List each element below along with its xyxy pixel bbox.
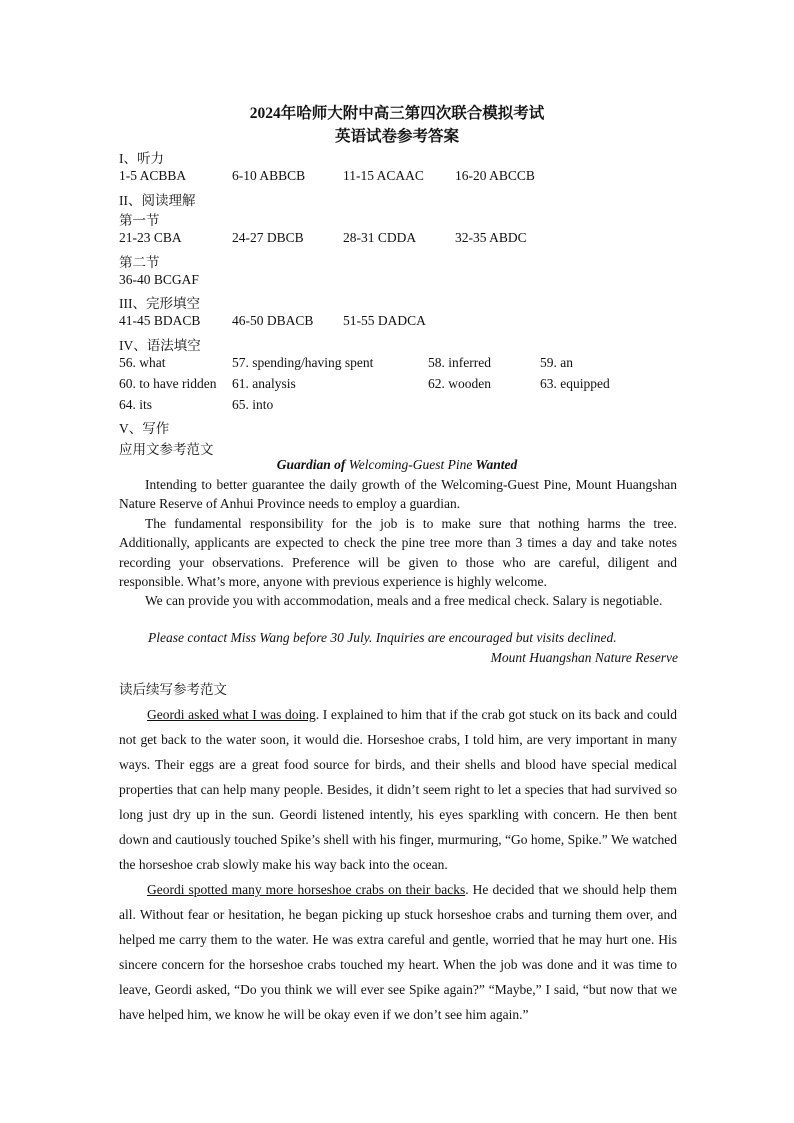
grammar-answer: 62. wooden — [428, 376, 491, 391]
answer-group: 21-23 CBA — [119, 230, 182, 245]
page-subtitle: 英语试卷参考答案 — [334, 128, 459, 145]
reading-heading: II、阅读理解 — [119, 193, 196, 208]
answer-group: 36-40 BCGAF — [119, 272, 199, 287]
reading-section2-heading: 第二节 — [119, 255, 160, 270]
grammar-answer: 64. its — [119, 397, 153, 412]
answer-group: 6-10 ABBCB — [232, 168, 306, 183]
page-title: 2024年哈师大附中高三第四次联合模拟考试 — [249, 105, 545, 122]
grammar-heading: IV、语法填空 — [119, 338, 201, 353]
answer-group: 32-35 ABDC — [455, 230, 527, 245]
grammar-answer: 56. what — [119, 355, 166, 370]
answer-group: 24-27 DBCB — [232, 230, 304, 245]
grammar-answer: 61. analysis — [232, 376, 296, 391]
applied-writing-body — [119, 475, 677, 611]
grammar-answer: 60. to have ridden — [119, 376, 217, 391]
continuation-body — [119, 702, 677, 1027]
story-lead-sentence: Geordi spotted many more horseshoe crabs on their backs — [147, 882, 466, 897]
grammar-answer: 65. into — [232, 397, 274, 412]
story-paragraph — [119, 877, 677, 1027]
answer-group: 1-5 ACBBA — [119, 168, 187, 183]
continuation-heading: 读后续写参考范文 — [119, 682, 227, 697]
grammar-answer: 58. inferred — [428, 355, 491, 370]
writing-heading: V、写作 — [119, 421, 170, 436]
essay-paragraph: Intending to better guarantee the daily growth of the Welcoming-Guest Pine, Mount Huangshan Nature Reserve of Anhui Province needs to employ a guardian. — [119, 477, 677, 512]
answer-group: 16-20 ABCCB — [455, 168, 535, 183]
listening-heading: I、听力 — [119, 151, 164, 166]
story-text: . He decided that we should help them all. Without fear or hesitation, he began picking up stuck horseshoe crabs and turning them over, and helped me carry them to the water. He was extra careful and gentle, worried that he may hurt one. His sincere concern for the horseshoe crabs touched my heart. When the job was done and it was time to leave, Geordi asked, “Do you think we will ever see Spike again?” “Maybe,” I said, “but now that we have helped him, we know he will be okay even if we don’t see him again.” — [119, 882, 677, 1022]
answer-group: 46-50 DBACB — [232, 313, 314, 328]
title-part: Wanted — [472, 457, 518, 472]
answer-group: 51-55 DADCA — [343, 313, 426, 328]
story-lead-sentence: Geordi asked what I was doing — [147, 707, 316, 722]
essay-paragraph: We can provide you with accommodation, meals and a free medical check. Salary is negotiable. — [145, 593, 663, 609]
answer-group: 11-15 ACAAC — [343, 168, 424, 183]
story-paragraph — [119, 702, 677, 877]
reading-section1-heading: 第一节 — [119, 213, 160, 228]
grammar-answer: 59. an — [540, 355, 573, 370]
applied-writing-title — [0, 457, 794, 473]
applied-writing-heading: 应用文参考范文 — [119, 442, 214, 457]
essay-paragraph: The fundamental responsibility for the job is to make sure that nothing harms the tree. Additionally, applicants are expected to check the pine tree more than 3 times a day and take notes recording your observations. Preference will be given to those who are careful, diligent and responsible. What’s more, anyone with previous experience is highly welcome. — [119, 515, 677, 590]
answer-group: 41-45 BDACB — [119, 313, 201, 328]
answer-group: 28-31 CDDA — [343, 230, 417, 245]
essay-signature: Mount Huangshan Nature Reserve — [490, 650, 678, 665]
grammar-answer: 63. equipped — [540, 376, 610, 391]
grammar-answer: 57. spending/having spent — [232, 355, 374, 370]
story-text: . I explained to him that if the crab got stuck on its back and could not get back to the water soon, it would die. Horseshoe crabs, I told him, are very important in many ways. Their eggs are a great food source for birds, and their shells and blood have special medical properties that can help many people. Besides, it didn’t seem right to let a species that had survived so long just dry up in the sun. Geordi listened intently, his eyes sparkling with concern. He then bent down and cautiously touched Spike’s shell with his finger, murmuring, “Go home, Spike.” We watched the horseshoe crab slowly make his way back into the ocean. — [119, 707, 677, 872]
cloze-heading: III、完形填空 — [119, 296, 200, 311]
essay-contact-line: Please contact Miss Wang before 30 July. Inquiries are encouraged but visits declined. — [148, 630, 617, 645]
title-part: Welcoming-Guest Pine — [348, 457, 473, 472]
title-part: Guardian of — [276, 457, 349, 472]
